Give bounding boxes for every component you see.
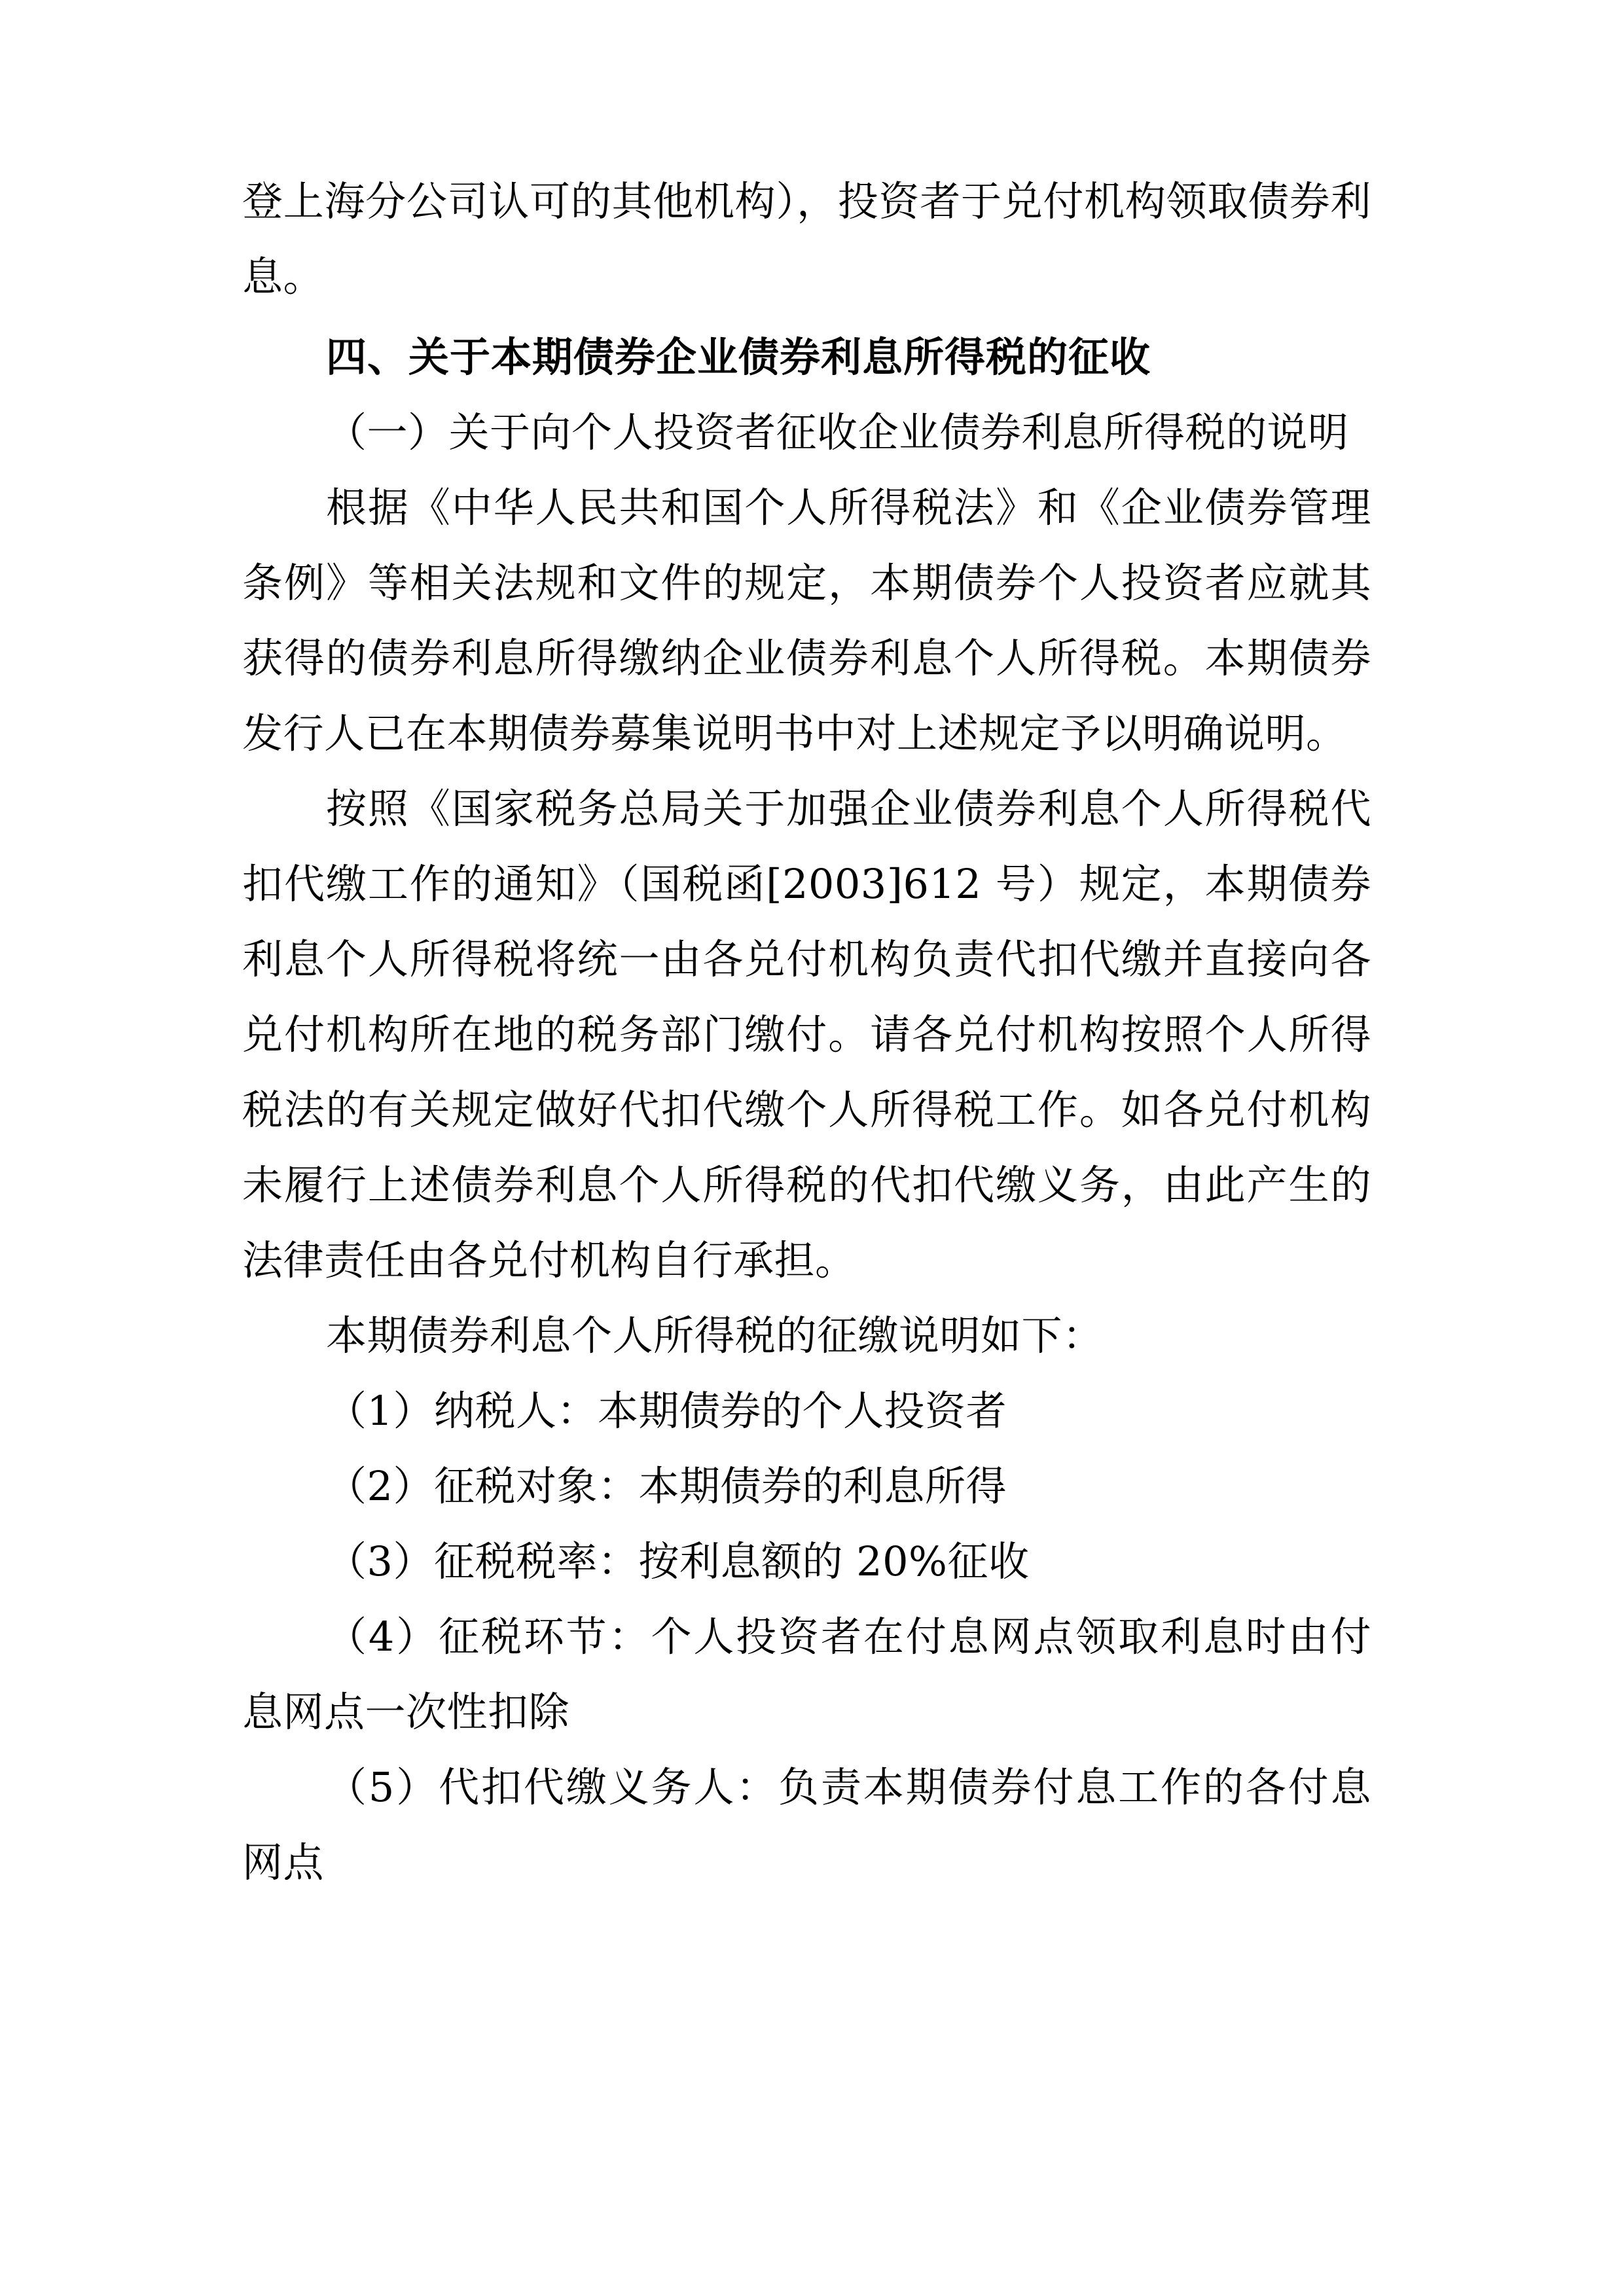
continued-paragraph: 登上海分公司认可的其他机构），投资者于兑付机构领取债券利息。	[242, 177, 1371, 300]
tax-item-withholding-agent: （5）代扣代缴义务人：负责本期债券付息工作的各付息网点	[242, 1763, 1371, 1886]
tax-item-taxable-object: （2）征税对象：本期债券的利息所得	[326, 1462, 1007, 1510]
paragraph-spacer	[242, 314, 1371, 319]
tax-item-taxpayer: （1）纳税人：本期债券的个人投资者	[326, 1387, 1007, 1435]
document-text-body	[242, 164, 1371, 1900]
tax-item-taxation-stage: （4）征税环节：个人投资者在付息网点领取利息时由付息网点一次性扣除	[242, 1613, 1371, 1736]
subsection-heading: （一）关于向个人投资者征收企业债券利息所得税的说明	[326, 408, 1349, 456]
paragraph-withholding-notice: 按照《国家税务总局关于加强企业债券利息个人所得税代扣代缴工作的通知》（国税函[2003]612 号）规定，本期债券利息个人所得税将统一由各兑付机构负责代扣代缴并直接向各兑付机构所在地的税务部门缴付。请各兑付机构按照个人所得税法的有关规定做好代扣代缴个人所得税工作。如各兑付机构未履行上述债券利息个人所得税的代扣代缴义务，由此产生的法律责任由各兑付机构自行承担。	[242, 785, 1371, 1284]
paragraph-list-intro: 本期债券利息个人所得税的征缴说明如下：	[326, 1312, 1104, 1359]
paragraph-tax-basis: 根据《中华人民共和国个人所得税法》和《企业债券管理条例》等相关法规和文件的规定，本期债券个人投资者应就其获得的债券利息所得缴纳企业债券利息个人所得税。本期债券发行人已在本期债券募集说明书中对上述规定予以明确说明。	[242, 484, 1371, 757]
tax-item-tax-rate: （3）征税税率：按利息额的 20%征收	[326, 1537, 1030, 1585]
section-heading: 四、关于本期债券企业债券利息所得税的征收	[326, 333, 1151, 381]
